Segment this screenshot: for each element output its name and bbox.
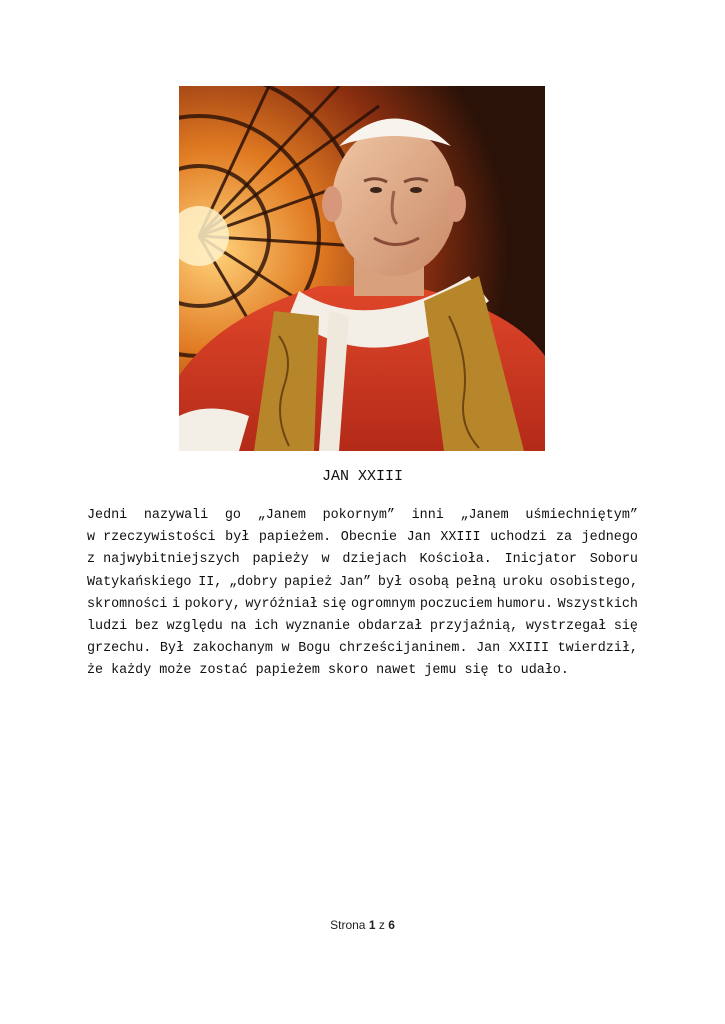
paragraph-word: Inicjator xyxy=(504,552,577,568)
paragraph-word: Jan” xyxy=(339,574,372,590)
paragraph-word: uroku xyxy=(502,574,543,590)
paragraph-word: względu xyxy=(166,618,223,634)
paragraph-line xyxy=(87,549,638,571)
paragraph-word: XXIII xyxy=(508,641,549,657)
paragraph-word: papieżem. xyxy=(258,530,332,546)
paragraph-word: Był xyxy=(159,641,184,657)
paragraph-word: go xyxy=(224,508,241,523)
paragraph-word: zakochanym xyxy=(192,641,273,657)
paragraph-word: twierdził, xyxy=(557,641,638,657)
pope-portrait-image xyxy=(179,86,545,451)
paragraph-word: inni xyxy=(411,508,444,523)
paragraph-line xyxy=(87,527,638,549)
paragraph-word: uśmiechniętym” xyxy=(525,508,638,523)
paragraph-word: wystrzegał xyxy=(525,618,607,634)
paragraph-word: skromności xyxy=(87,596,168,612)
paragraph-word: przyjaźnią, xyxy=(429,618,519,634)
paragraph-word: papieży xyxy=(252,552,309,568)
paragraph-word: Soboru xyxy=(589,552,638,568)
paragraph-word: każdy xyxy=(111,663,152,679)
paragraph-word: to xyxy=(496,663,513,679)
paragraph-word: ich xyxy=(254,618,279,634)
paragraph-word: ogromnym xyxy=(350,596,416,612)
paragraph-word: XXIII xyxy=(440,530,481,546)
paragraph-word: Wszystkich xyxy=(557,596,638,612)
paragraph-line xyxy=(87,572,638,594)
paragraph-word: „Janem xyxy=(257,508,306,523)
paragraph-word: Jan xyxy=(406,530,431,546)
paragraph-line xyxy=(87,616,638,638)
page-footer xyxy=(0,918,725,932)
paragraph-word: udało. xyxy=(520,663,569,679)
paragraph-word: w xyxy=(281,641,290,657)
paragraph-word: był xyxy=(225,530,250,546)
paragraph-word: Watykańskiego xyxy=(87,574,192,590)
paragraph-line xyxy=(87,638,638,660)
paragraph-word: się xyxy=(322,596,347,612)
paragraph-word: pokory, xyxy=(184,596,241,612)
paragraph-word: papież xyxy=(284,574,333,590)
paragraph-line xyxy=(87,505,638,527)
paragraph-word: Obecnie xyxy=(340,530,398,546)
paragraph-word: „Janem xyxy=(460,508,509,523)
footer-separator: z xyxy=(378,918,385,932)
paragraph-word: osobą xyxy=(408,574,449,590)
paragraph-word: humoru. xyxy=(496,596,554,612)
paragraph-word: pokornym” xyxy=(322,508,395,523)
paragraph-word: II, xyxy=(198,574,223,590)
paragraph-word: był xyxy=(377,574,403,590)
paragraph-word: dziejach xyxy=(342,552,407,568)
paragraph-word: skoro xyxy=(327,663,369,679)
paragraph-word: pełną xyxy=(455,574,496,590)
paragraph-word: nawet xyxy=(376,663,417,679)
paragraph-word: w rzeczywistości xyxy=(87,530,216,546)
paragraph-word: ludzi xyxy=(87,618,128,634)
footer-prefix: Strona xyxy=(330,918,366,932)
paragraph-word: „dobry xyxy=(229,574,278,590)
paragraph-word: za xyxy=(555,530,573,546)
paragraph-word: i xyxy=(171,596,180,612)
paragraph-word: wyznanie xyxy=(285,618,351,634)
paragraph-word: bez xyxy=(134,618,159,634)
paragraph-word: się xyxy=(613,618,638,634)
paragraph-word: Kościoła. xyxy=(419,552,492,568)
paragraph-word: papieżem xyxy=(255,663,320,679)
portrait-illustration xyxy=(179,86,545,451)
paragraph-word: zostać xyxy=(199,663,248,679)
paragraph-line xyxy=(87,594,638,616)
document-title: JAN XXIII xyxy=(321,468,403,485)
paragraph-word: na xyxy=(230,618,247,634)
paragraph-word: osobistego, xyxy=(549,574,638,590)
footer-current-page: 1 xyxy=(368,918,376,932)
paragraph-word: chrześcijaninem. xyxy=(338,641,468,657)
paragraph-word: z najwybitniejszych xyxy=(87,552,240,568)
paragraph-word: że xyxy=(87,663,104,679)
paragraph-word: wyróżniał xyxy=(245,596,318,612)
paragraph-word: nazywali xyxy=(143,508,209,523)
biography-paragraph xyxy=(87,505,638,683)
paragraph-word: jemu xyxy=(424,663,457,679)
paragraph-word: w xyxy=(321,552,330,568)
paragraph-word: Jan xyxy=(476,641,501,657)
paragraph-word: uchodzi xyxy=(490,530,547,546)
paragraph-word: obdarzał xyxy=(357,618,423,634)
paragraph-word: może xyxy=(159,663,192,679)
footer-total-pages: 6 xyxy=(388,918,395,932)
paragraph-line xyxy=(87,660,638,682)
paragraph-word: jednego xyxy=(581,530,638,546)
paragraph-word: Bogu xyxy=(298,641,331,657)
paragraph-word: poczuciem xyxy=(419,596,493,612)
paragraph-word: się xyxy=(464,663,489,679)
paragraph-word: Jedni xyxy=(87,508,128,523)
paragraph-word: grzechu. xyxy=(87,641,152,657)
